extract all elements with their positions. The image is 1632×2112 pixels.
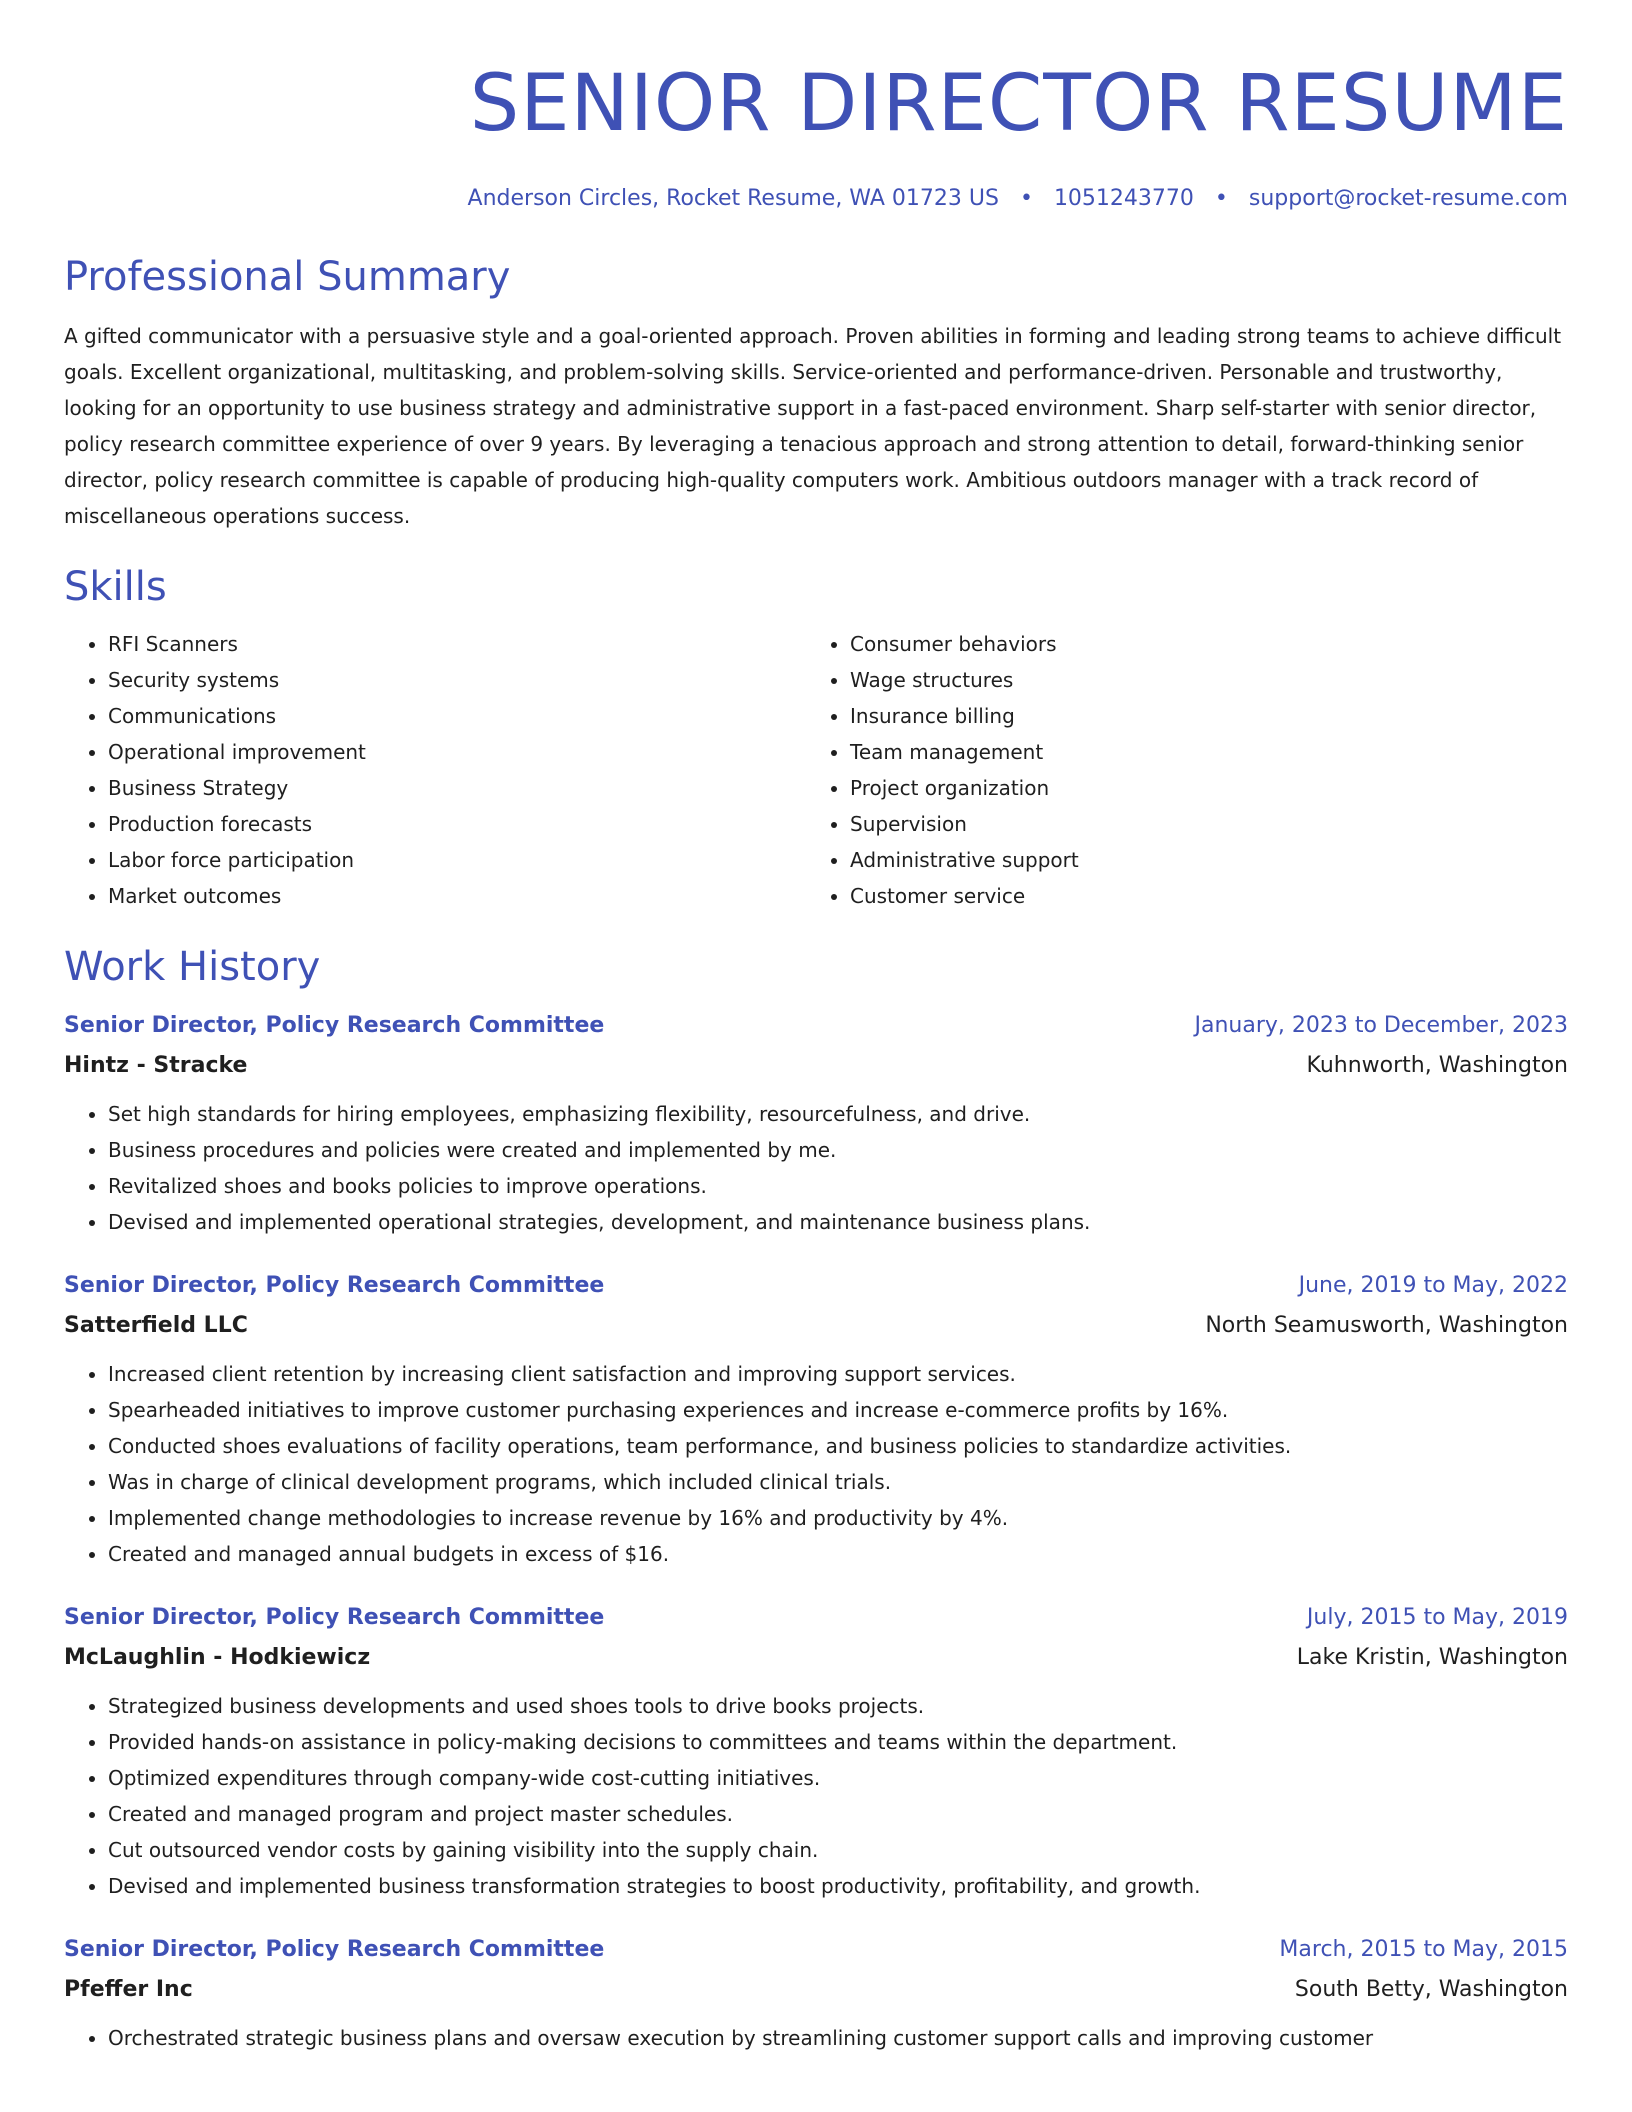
- duty-item: • Optimized expenditures through company-wide cost-cutting initiatives.: [108, 1760, 1568, 1796]
- duty-item: • Implemented change methodologies to increase revenue by 16% and productivity by 4%.: [108, 1500, 1568, 1536]
- job-company-row: [64, 1970, 1568, 2010]
- skills-columns: [64, 626, 1568, 914]
- job-title: Senior Director, Policy Research Committee: [64, 1605, 605, 1630]
- resume-header: [64, 0, 1568, 214]
- summary-section: [64, 252, 1568, 534]
- contact-phone: 1051243770: [1053, 186, 1194, 211]
- duty-item: • Created and managed annual budgets in excess of $16.: [108, 1536, 1568, 1572]
- skills-heading: Skills: [64, 564, 167, 610]
- duty-item: • Created and managed program and project master schedules.: [108, 1796, 1568, 1832]
- skill-item: • Administrative support: [850, 842, 1548, 878]
- job-entry: [64, 1006, 1568, 1240]
- work-history-section: [64, 942, 1568, 2056]
- duty-item: • Devised and implemented business transformation strategies to boost productivity, profitability, and growth.: [108, 1868, 1568, 1904]
- job-entry: [64, 1930, 1568, 2056]
- job-location: Lake Kristin, Washington: [1296, 1645, 1568, 1670]
- job-company: Hintz - Stracke: [64, 1053, 248, 1078]
- job-dates: March, 2015 to May, 2015: [1279, 1937, 1568, 1962]
- duty-item: • Spearheaded initiatives to improve customer purchasing experiences and increase e-commerce profits by 16%.: [108, 1392, 1568, 1428]
- skill-item: • Wage structures: [850, 662, 1548, 698]
- skill-item: • Project organization: [850, 770, 1548, 806]
- duty-item: • Was in charge of clinical development programs, which included clinical trials.: [108, 1464, 1568, 1500]
- job-location: South Betty, Washington: [1294, 1977, 1568, 2002]
- skills-section: [64, 562, 1568, 914]
- job-location: North Seamusworth, Washington: [1205, 1313, 1568, 1338]
- summary-text: A gifted communicator with a persuasive style and a goal-oriented approach. Proven abilities in forming and leading strong teams to achieve difficult goals. Excellent organizational, multitasking, and problem-solving skills. Service-oriented and performance-driven. Personable and trustworthy, looking for an opportunity to use business strategy and administrative support in a fast-paced environment. Sharp self-starter with senior director, policy research committee experience of over 9 years. By leveraging a tenacious approach and strong attention to detail, forward-thinking senior director, policy research committee is capable of producing high-quality computers work. Ambitious outdoors manager with a track record of miscellaneous operations success.: [64, 324, 1562, 528]
- contact-line: [64, 184, 1568, 214]
- job-company: McLaughlin - Hodkiewicz: [64, 1645, 371, 1670]
- skill-item: • RFI Scanners: [108, 626, 806, 662]
- duty-item: • Set high standards for hiring employees, emphasizing flexibility, resourcefulness, and drive.: [108, 1096, 1568, 1132]
- job-dates: January, 2023 to December, 2023: [1194, 1013, 1568, 1038]
- skill-item: • Customer service: [850, 878, 1548, 914]
- skill-item: • Production forecasts: [108, 806, 806, 842]
- job-company-row: [64, 1638, 1568, 1678]
- duty-item: • Devised and implemented operational strategies, development, and maintenance business plans.: [108, 1204, 1568, 1240]
- job-header-row: [64, 1598, 1568, 1638]
- skill-item: • Security systems: [108, 662, 806, 698]
- job-duties: [64, 1688, 1568, 1904]
- skills-list-right: [806, 626, 1548, 914]
- job-dates: June, 2019 to May, 2022: [1298, 1273, 1568, 1298]
- job-title: Senior Director, Policy Research Committee: [64, 1937, 605, 1962]
- skill-item: • Team management: [850, 734, 1548, 770]
- job-company: Pfeffer Inc: [64, 1977, 193, 2002]
- duty-item: • Conducted shoes evaluations of facility operations, team performance, and business policies to standardize activities.: [108, 1428, 1568, 1464]
- job-duties: [64, 2020, 1568, 2056]
- duty-item: • Increased client retention by increasing client satisfaction and improving support services.: [108, 1356, 1568, 1392]
- skill-item: • Communications: [108, 698, 806, 734]
- contact-separator: •: [1214, 186, 1228, 211]
- duty-item: • Business procedures and policies were created and implemented by me.: [108, 1132, 1568, 1168]
- job-company-row: [64, 1306, 1568, 1346]
- job-company: Satterfield LLC: [64, 1313, 248, 1338]
- duty-item: • Strategized business developments and used shoes tools to drive books projects.: [108, 1688, 1568, 1724]
- job-header-row: [64, 1930, 1568, 1970]
- contact-separator: •: [1019, 186, 1033, 211]
- duty-item: • Cut outsourced vendor costs by gaining visibility into the supply chain.: [108, 1832, 1568, 1868]
- work-history-heading: Work History: [64, 944, 321, 990]
- job-dates: July, 2015 to May, 2019: [1306, 1605, 1568, 1630]
- resume-name: SENIOR DIRECTOR RESUME: [469, 59, 1568, 149]
- contact-email: support@rocket-resume.com: [1248, 186, 1568, 211]
- job-company-row: [64, 1046, 1568, 1086]
- skill-item: • Market outcomes: [108, 878, 806, 914]
- job-duties: [64, 1356, 1568, 1572]
- duty-item: • Provided hands-on assistance in policy-making decisions to committees and teams within the department.: [108, 1724, 1568, 1760]
- job-title: Senior Director, Policy Research Committee: [64, 1273, 605, 1298]
- skill-item: • Supervision: [850, 806, 1548, 842]
- skill-item: • Operational improvement: [108, 734, 806, 770]
- summary-heading: Professional Summary: [64, 254, 511, 300]
- job-entry: [64, 1598, 1568, 1904]
- skill-item: • Consumer behaviors: [850, 626, 1548, 662]
- job-location: Kuhnworth, Washington: [1306, 1053, 1568, 1078]
- skill-item: • Labor force participation: [108, 842, 806, 878]
- job-header-row: [64, 1266, 1568, 1306]
- job-entry: [64, 1266, 1568, 1572]
- job-duties: [64, 1096, 1568, 1240]
- contact-address: Anderson Circles, Rocket Resume, WA 01723 US: [467, 186, 999, 211]
- duty-item: • Orchestrated strategic business plans and oversaw execution by streamlining customer support calls and improving customer: [108, 2020, 1568, 2056]
- duty-item: • Revitalized shoes and books policies to improve operations.: [108, 1168, 1568, 1204]
- job-title: Senior Director, Policy Research Committee: [64, 1013, 605, 1038]
- skills-list-left: [64, 626, 806, 914]
- skill-item: • Business Strategy: [108, 770, 806, 806]
- job-header-row: [64, 1006, 1568, 1046]
- skill-item: • Insurance billing: [850, 698, 1548, 734]
